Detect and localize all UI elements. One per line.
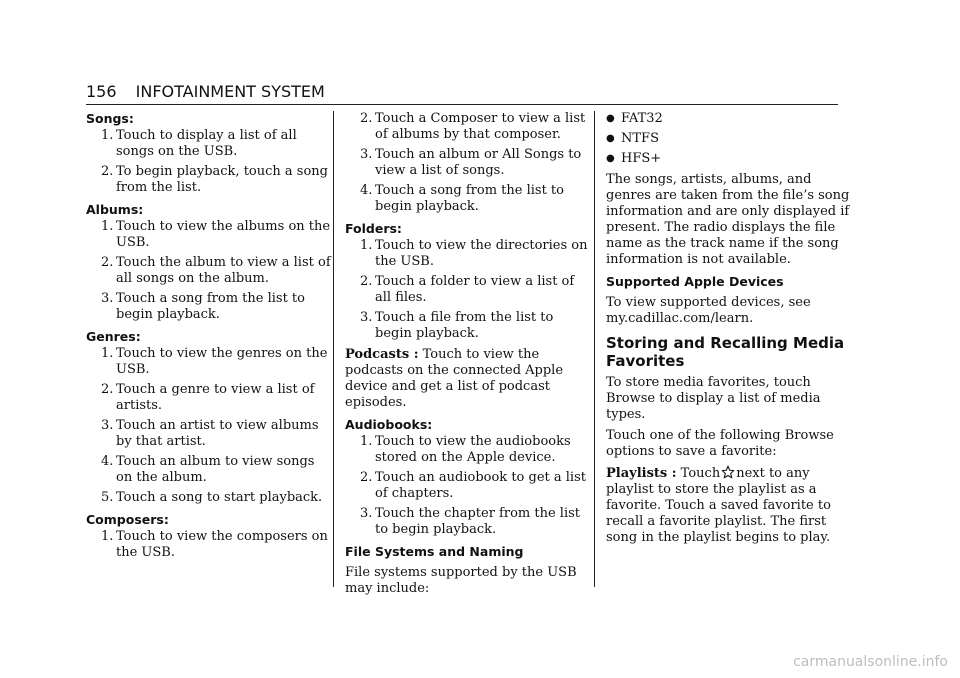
list-item: 2. To begin playback, touch a song from the list. [101, 164, 328, 195]
songs-heading: Songs: [86, 111, 134, 126]
bullet-icon: ● [606, 113, 615, 124]
list-item: 1. Touch to view the genres on the USB. [101, 346, 328, 377]
apple-devices-text: To view supported devices, see my.cadillac.com/learn. [606, 295, 811, 326]
list-item: 3. Touch an album or All Songs to view a list of songs. [360, 147, 582, 178]
list-item: 2. Touch the album to view a list of all songs on the album. [101, 255, 331, 286]
composers-list-continued [345, 111, 591, 215]
list-item: ● NTFS [606, 131, 659, 146]
list-item: 5. Touch a song to start playback. [101, 490, 323, 505]
bullet-icon: ● [606, 153, 615, 164]
bullet-icon: ● [606, 133, 615, 144]
star-outline-icon [721, 465, 735, 479]
section-title: INFOTAINMENT SYSTEM [135, 82, 325, 101]
page-header [86, 82, 838, 105]
column-3 [606, 111, 852, 550]
list-item: 1. Touch to view the albums on the USB. [101, 219, 331, 250]
podcasts-term: Podcasts : [345, 347, 419, 362]
watermark: carmanualsonline.info [793, 654, 948, 670]
folders-list [345, 238, 591, 342]
playlists-term: Playlists : [606, 466, 677, 481]
list-item: 2. Touch a folder to view a list of all files. [360, 274, 575, 305]
page-number: 156 [86, 82, 117, 101]
file-systems-text: File systems supported by the USB may include: [345, 565, 577, 596]
list-item: 1. Touch to view the composers on the USB. [101, 529, 328, 560]
list-item: 4. Touch a song from the list to begin playback. [360, 183, 564, 214]
apple-devices-heading: Supported Apple Devices [606, 274, 784, 289]
column-divider [333, 111, 334, 587]
playlists-paragraph: Playlists : Touch next to any playlist to store the playlist as a favorite. Touch a saved favorite to recall a favorite playlist. The first song in the playlist begins to play. [606, 466, 831, 545]
storing-favorites-heading: Storing and Recalling Media Favorites [606, 334, 845, 370]
songs-list [86, 128, 332, 196]
column-1 [86, 111, 332, 565]
storing-paragraph-1: To store media favorites, touch Browse to display a list of media types. [606, 375, 821, 422]
list-item: 2. Touch an audiobook to get a list of chapters. [360, 470, 586, 501]
storing-paragraph-2: Touch one of the following Browse options to save a favorite: [606, 428, 834, 459]
list-item: ● HFS+ [606, 151, 662, 166]
list-item: 2. Touch a Composer to view a list of albums by that composer. [360, 111, 586, 142]
list-item: 1. Touch to display a list of all songs on the USB. [101, 128, 297, 159]
genres-heading: Genres: [86, 329, 141, 344]
list-item: 3. Touch a song from the list to begin playback. [101, 291, 305, 322]
column-2 [345, 111, 591, 601]
list-item: 3. Touch an artist to view albums by that artist. [101, 418, 319, 449]
genres-list [86, 346, 332, 506]
folders-heading: Folders: [345, 221, 402, 236]
list-item: 3. Touch the chapter from the list to begin playback. [360, 506, 581, 537]
list-item: 2. Touch a genre to view a list of artists. [101, 382, 315, 413]
list-item: 4. Touch an album to view songs on the album. [101, 454, 315, 485]
podcasts-paragraph: Podcasts : Touch to view the podcasts on the connected Apple device and get a list of podcast episodes. [345, 347, 564, 410]
list-item: 1. Touch to view the audiobooks stored on the Apple device. [360, 434, 571, 465]
albums-list [86, 219, 332, 323]
list-item: 3. Touch a file from the list to begin playback. [360, 310, 554, 341]
audiobooks-heading: Audiobooks: [345, 417, 433, 432]
file-systems-heading: File Systems and Naming [345, 544, 524, 559]
list-item: ● FAT32 [606, 111, 663, 126]
composers-heading: Composers: [86, 512, 169, 527]
composers-list [86, 529, 332, 561]
audiobooks-list [345, 434, 591, 538]
list-item: 1. Touch to view the directories on the USB. [360, 238, 588, 269]
song-info-paragraph: The songs, artists, albums, and genres are taken from the file’s song information and are only displayed if present. The radio displays the file name as the track name if the song information is not available. [606, 172, 850, 267]
column-divider [594, 111, 595, 587]
albums-heading: Albums: [86, 202, 144, 217]
